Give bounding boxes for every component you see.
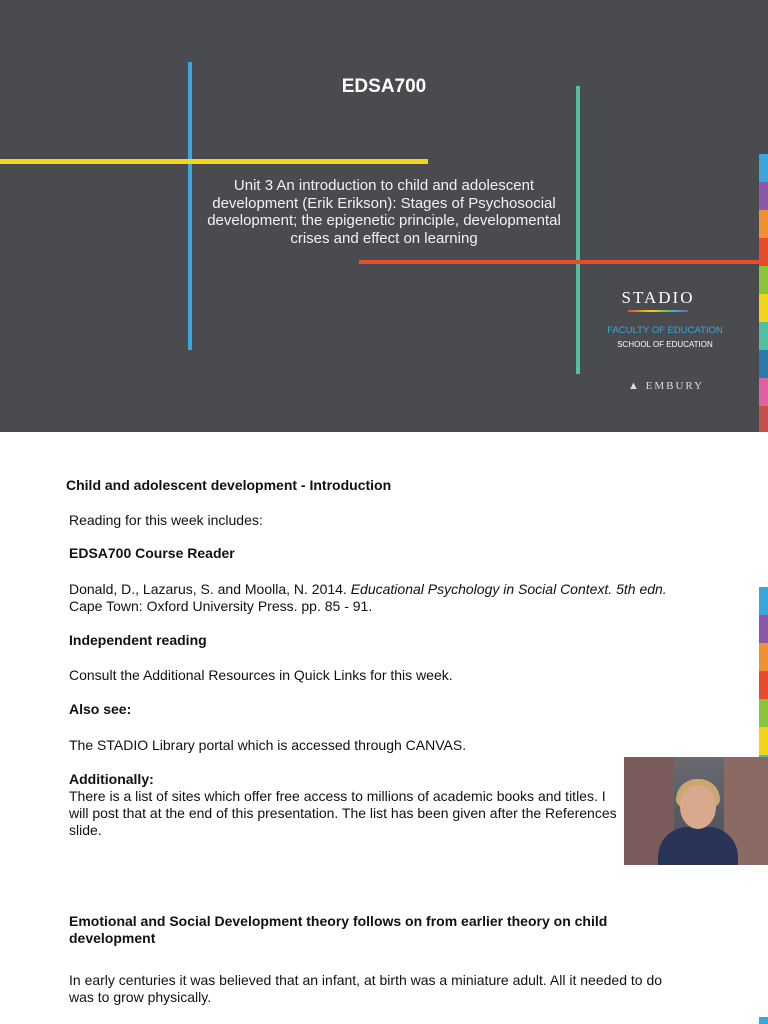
theory-heading: Emotional and Social Development theory follows on from earlier theory on child development <box>69 913 608 946</box>
citation-authors: Donald, D., Lazarus, S. and Moolla, N. 2014. <box>69 581 351 597</box>
color-strip-content <box>759 587 768 783</box>
green-accent-line <box>576 86 580 374</box>
red-accent-line <box>359 260 768 264</box>
additionally-text: There is a list of sites which offer free access to millions of academic books and titles. I will post that at the end of this presentation. The list has been given after the References slide. <box>69 788 617 838</box>
theory-text: In early centuries it was believed that an infant, at birth was a miniature adult. All it needed to do was to grow physically. <box>69 972 663 1005</box>
color-strip-end <box>759 1017 768 1024</box>
stadio-logo: STADIO <box>621 288 695 307</box>
color-strip-top <box>759 154 768 432</box>
course-reader-heading: EDSA700 Course Reader <box>69 545 235 561</box>
embury-logo: ▲ EMBURY <box>628 380 705 392</box>
presenter-webcam <box>624 757 768 865</box>
yellow-accent-line <box>0 159 428 164</box>
section-heading: Child and adolescent development - Introduction <box>66 477 392 493</box>
title-slide <box>0 0 768 432</box>
additionally-heading: Additionally: <box>69 771 154 787</box>
also-see-heading: Also see: <box>69 701 132 717</box>
also-see-text: The STADIO Library portal which is accessed through CANVAS. <box>69 737 467 753</box>
logo-color-bar <box>628 310 688 312</box>
content-slide <box>0 432 768 1024</box>
school-label: SCHOOL OF EDUCATION <box>617 340 713 349</box>
presenter-body <box>658 827 738 865</box>
course-code: EDSA700 <box>341 76 427 97</box>
embury-label: EMBURY <box>645 380 705 392</box>
faculty-label: FACULTY OF EDUCATION <box>607 325 723 336</box>
citation-title: Educational Psychology in Social Context. 5th edn. <box>350 581 667 597</box>
independent-heading: Independent reading <box>69 632 207 648</box>
citation <box>69 581 669 615</box>
citation-publisher: Cape Town: Oxford University Press. pp. 85 - 91. <box>69 598 373 614</box>
presenter-face <box>680 785 716 829</box>
blue-accent-line <box>188 62 192 350</box>
independent-text: Consult the Additional Resources in Quick Links for this week. <box>69 667 453 683</box>
unit-title: Unit 3 An introduction to child and adolescent development (Erik Erikson): Stages of Psychosocial development; the epigenetic principle, developmental crises and effect on learning <box>207 177 561 247</box>
reading-intro: Reading for this week includes: <box>69 512 263 528</box>
